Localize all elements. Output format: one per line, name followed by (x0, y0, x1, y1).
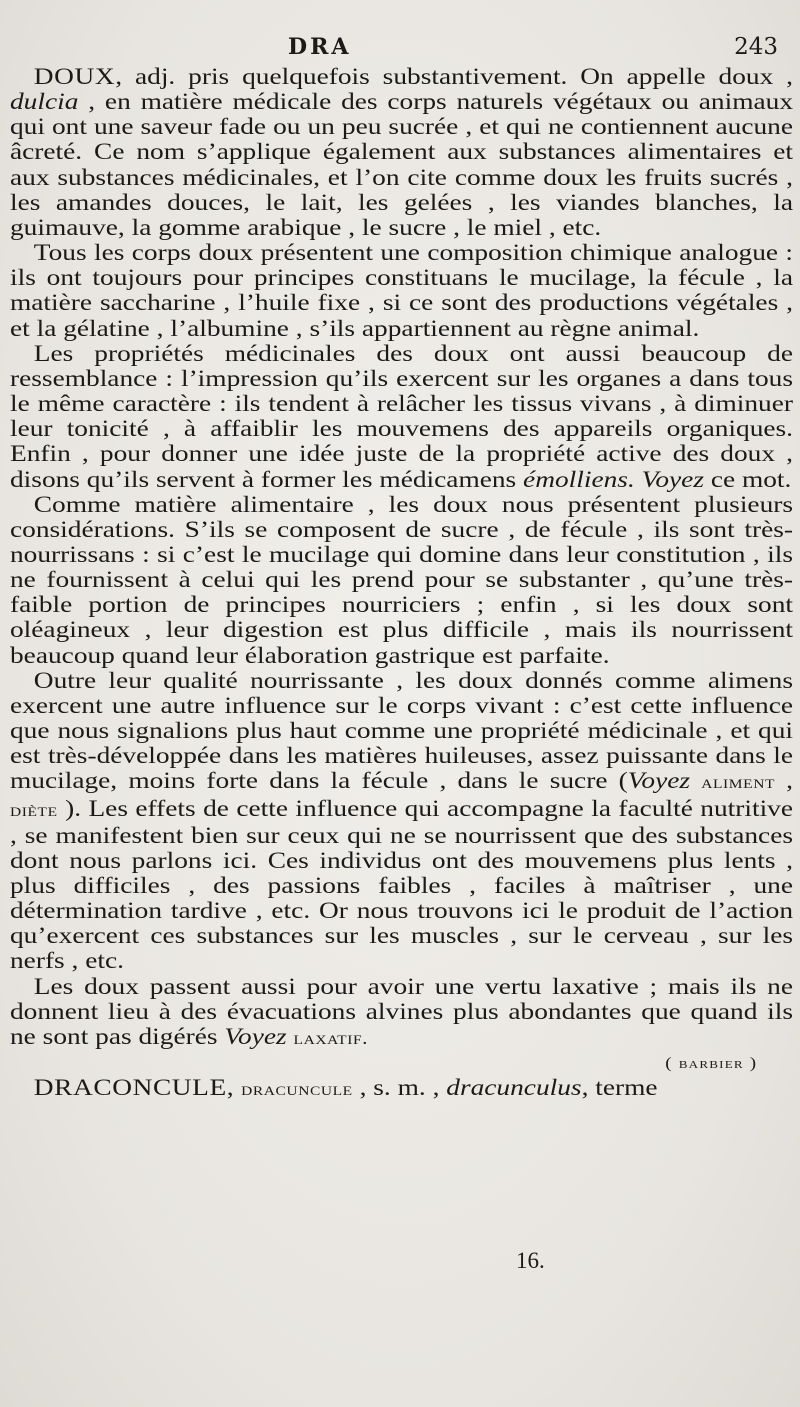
cross-reference: Voyez (641, 466, 704, 492)
author-signature: ( barbier ) (665, 1055, 758, 1073)
text-run: Les propriétés médicinales des doux ont aussi beaucoup de ressemblance : l’impression qu’ils exercent sur les organes a dans tous le même caractère : ils tendent à relâcher les tissus vivans , à diminuer leur tonicité , à affaiblir les mouvemens des appareils organiques. Enfin , pour donner une idée juste de la propriété active des doux , disons qu’ils servent à former les médicamens (10, 340, 794, 492)
italic-term: émolliens. (523, 466, 635, 492)
dictionary-text (10, 64, 793, 1102)
text-run: , en matière médicale des corps naturels végétaux ou animaux qui ont une saveur fade ou un peu sucrée , et qui ne contiennent aucune âcreté. Ce nom s’applique également aux substances alimentaires et aux substances médicinales, et l’on cite comme doux les fruits sucrés , les amandes douces, le lait, les gelées , les viandes blanches, la guimauve, la gomme arabique , le sucre , le miel , etc. (10, 89, 794, 240)
cross-reference: Voyez (224, 1023, 287, 1049)
ref-diete: diète (10, 799, 58, 820)
entry-doux-paragraph-4: Comme matière alimentaire , les doux nous présentent plusieurs considérations. S’ils se composent de sucre , de fécule , ils sont très-nourrissans : si c’est le mucilage qui domine dans leur constitution , ils ne fournissent à celui qui les prend pour se substanter , qu’une très-faible portion de principes nourriciers ; enfin , si les doux sont oléagineux , leur digestion est plus difficile , mais ils nourrissent beaucoup quand leur élaboration gastrique est parfaite. (10, 491, 794, 668)
entry-draconcule (10, 1075, 793, 1102)
cross-reference: Voyez (627, 768, 691, 794)
entry-doux-paragraph-1 (10, 64, 793, 240)
text-run: Outre leur qualité nourrissante , les doux donnés comme alimens exercent une autre influence sur le corps vivant : c’est cette influence que nous signalions plus haut comme une propriété médicinale , et qui est très-développée dans les matières huileuses, assez puissante dans le mucilage, moins forte dans la fécule , dans le sucre ( (10, 667, 794, 794)
text-run: , s. m. , (352, 1075, 447, 1101)
text-run: ce mot. (703, 466, 792, 492)
latin-term: dulcia (10, 89, 79, 115)
text-run: ). Les effets de cette influence qui accompagne la faculté nutritive , se manifestent bien sur ceux qui ne se nourrissent que des substances dont nous parlons ici. Ces individus ont des mouvemens plus lents , plus difficiles , des passions faibles , faciles à maîtriser , une détermination tardive , etc. Or nous trouvons ici le produit de l’action qu’exercent ces substances sur les muscles , sur le cerveau , sur les nerfs , etc. (10, 795, 794, 974)
signature-mark: 16. (516, 1248, 545, 1273)
text-run: , adj. pris quelquefois substantivement. On appelle doux , (115, 64, 794, 89)
entry-doux-paragraph-6 (10, 974, 793, 1051)
variant-spelling: dracuncule (241, 1079, 353, 1100)
headword-draconcule: DRACONCULE, (33, 1075, 235, 1101)
ref-laxatif: laxatif. (293, 1027, 369, 1048)
entry-doux-paragraph-5 (10, 668, 793, 974)
headword-doux: DOUX (33, 64, 116, 89)
latin-term: dracunculus (446, 1075, 582, 1101)
entry-doux-paragraph-3 (10, 341, 793, 492)
text-run: , (775, 768, 794, 794)
ref-aliment: aliment (701, 772, 776, 793)
page-number: 243 (734, 34, 778, 60)
text-run: Les doux passent aussi pour avoir une vertu laxative ; mais ils ne donnent lieu à des évacuations alvines plus abondantes que quand ils ne sont pas digérés (10, 973, 794, 1049)
entry-doux-paragraph-2: Tous les corps doux présentent une composition chimique analogue : ils ont toujours pour principes constituans le mucilage, la fécule , la matière saccharine , l’huile fixe , si ce sont des productions végétales , et la gélatine , l’albumine , s’ils appartiennent au règne animal. (10, 240, 794, 341)
text-run: , terme (581, 1075, 658, 1101)
running-title: DRA (288, 34, 352, 60)
running-head (0, 34, 800, 64)
